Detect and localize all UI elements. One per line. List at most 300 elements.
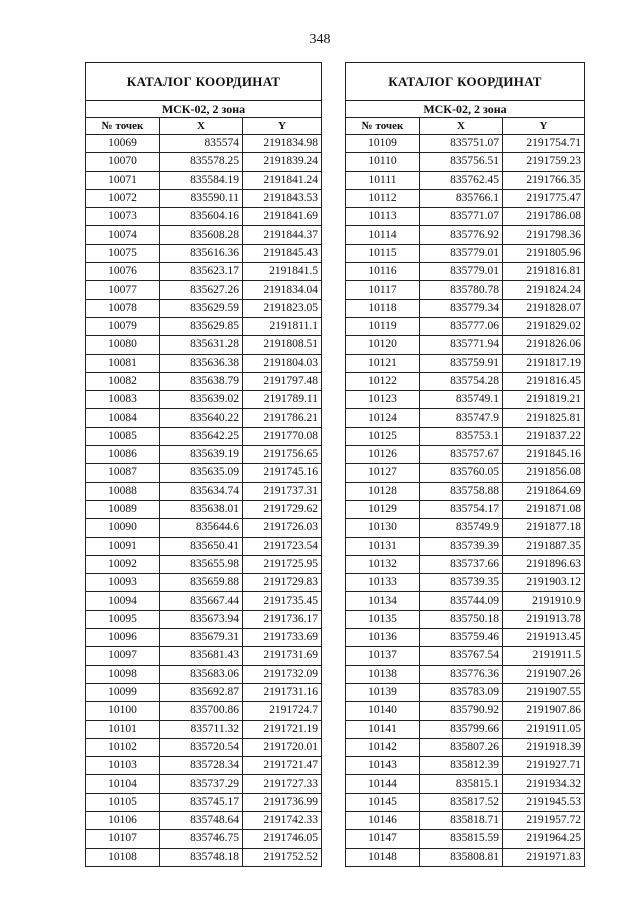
table-row [346,592,585,610]
x-coordinate-cell: 835790.92 [420,702,503,720]
y-coordinate-cell: 2191871.08 [503,500,585,518]
x-coordinate-cell: 835746.75 [160,830,243,848]
y-coordinate-cell: 2191726.03 [243,519,322,537]
point-number-cell: 10107 [86,830,160,848]
table-row [346,299,585,317]
point-number-cell: 10073 [86,208,160,226]
x-coordinate-cell: 835574 [160,135,243,153]
y-coordinate-cell: 2191733.69 [243,629,322,647]
x-coordinate-cell: 835728.34 [160,757,243,775]
y-coordinate-cell: 2191816.45 [503,372,585,390]
table-row [346,738,585,756]
x-coordinate-cell: 835780.78 [420,281,503,299]
x-coordinate-cell: 835779.34 [420,299,503,317]
column-header-point-number: № точек [346,118,420,135]
table-row [86,482,322,500]
point-number-cell: 10104 [86,775,160,793]
point-number-cell: 10108 [86,848,160,866]
x-coordinate-cell: 835776.36 [420,665,503,683]
y-coordinate-cell: 2191877.18 [503,519,585,537]
y-coordinate-cell: 2191805.96 [503,244,585,262]
y-coordinate-cell: 2191829.02 [503,317,585,335]
y-coordinate-cell: 2191798.36 [503,226,585,244]
x-coordinate-cell: 835745.17 [160,793,243,811]
x-coordinate-cell: 835812.39 [420,757,503,775]
coordinate-table [85,62,322,867]
coordinate-catalog-right [345,62,585,867]
point-number-cell: 10098 [86,665,160,683]
table-row [86,629,322,647]
y-coordinate-cell: 2191913.45 [503,629,585,647]
point-number-cell: 10100 [86,702,160,720]
x-coordinate-cell: 835771.07 [420,208,503,226]
catalog-title: КАТАЛОГ КООРДИНАТ [86,63,322,101]
x-coordinate-cell: 835720.54 [160,738,243,756]
y-coordinate-cell: 2191913.78 [503,610,585,628]
point-number-cell: 10117 [346,281,420,299]
table-row [346,263,585,281]
table-row [86,610,322,628]
point-number-cell: 10087 [86,464,160,482]
table-row [86,848,322,866]
point-number-cell: 10112 [346,189,420,207]
point-number-cell: 10114 [346,226,420,244]
y-coordinate-cell: 2191727.33 [243,775,322,793]
x-coordinate-cell: 835799.66 [420,720,503,738]
point-number-cell: 10089 [86,500,160,518]
y-coordinate-cell: 2191786.08 [503,208,585,226]
column-header-y: Y [503,118,585,135]
x-coordinate-cell: 835673.94 [160,610,243,628]
point-number-cell: 10127 [346,464,420,482]
point-number-cell: 10078 [86,299,160,317]
point-number-cell: 10095 [86,610,160,628]
point-number-cell: 10094 [86,592,160,610]
x-coordinate-cell: 835779.01 [420,263,503,281]
y-coordinate-cell: 2191729.62 [243,500,322,518]
table-row [346,775,585,793]
catalog-title: КАТАЛОГ КООРДИНАТ [346,63,585,101]
point-number-cell: 10085 [86,427,160,445]
y-coordinate-cell: 2191752.52 [243,848,322,866]
point-number-cell: 10125 [346,427,420,445]
x-coordinate-cell: 835644.6 [160,519,243,537]
x-coordinate-cell: 835748.18 [160,848,243,866]
table-row [346,519,585,537]
y-coordinate-cell: 2191843.53 [243,189,322,207]
y-coordinate-cell: 2191910.9 [503,592,585,610]
x-coordinate-cell: 835808.81 [420,848,503,866]
x-coordinate-cell: 835631.28 [160,336,243,354]
table-row [86,171,322,189]
point-number-cell: 10088 [86,482,160,500]
table-row [86,537,322,555]
table-body [346,135,585,867]
point-number-cell: 10145 [346,793,420,811]
table-row [346,610,585,628]
table-row [86,208,322,226]
table-row [86,665,322,683]
y-coordinate-cell: 2191756.65 [243,446,322,464]
table-row [86,720,322,738]
y-coordinate-cell: 2191934.32 [503,775,585,793]
y-coordinate-cell: 2191729.83 [243,574,322,592]
table-row [86,153,322,171]
x-coordinate-cell: 835650.41 [160,537,243,555]
x-coordinate-cell: 835634.74 [160,482,243,500]
table-row [346,848,585,866]
table-row [346,683,585,701]
table-row [346,647,585,665]
point-number-cell: 10141 [346,720,420,738]
x-coordinate-cell: 835711.32 [160,720,243,738]
table-row [346,446,585,464]
x-coordinate-cell: 835635.09 [160,464,243,482]
y-coordinate-cell: 2191766.35 [503,171,585,189]
point-number-cell: 10133 [346,574,420,592]
y-coordinate-cell: 2191911.05 [503,720,585,738]
x-coordinate-cell: 835578.25 [160,153,243,171]
y-coordinate-cell: 2191896.63 [503,555,585,573]
y-coordinate-cell: 2191721.47 [243,757,322,775]
x-coordinate-cell: 835639.02 [160,391,243,409]
y-coordinate-cell: 2191918.39 [503,738,585,756]
table-row [86,519,322,537]
x-coordinate-cell: 835638.01 [160,500,243,518]
point-number-cell: 10140 [346,702,420,720]
table-row [86,299,322,317]
table-row [346,372,585,390]
table-row [86,336,322,354]
y-coordinate-cell: 2191823.05 [243,299,322,317]
point-number-cell: 10144 [346,775,420,793]
point-number-cell: 10120 [346,336,420,354]
y-coordinate-cell: 2191770.08 [243,427,322,445]
x-coordinate-cell: 835679.31 [160,629,243,647]
point-number-cell: 10102 [86,738,160,756]
y-coordinate-cell: 2191907.26 [503,665,585,683]
y-coordinate-cell: 2191731.69 [243,647,322,665]
y-coordinate-cell: 2191824.24 [503,281,585,299]
table-row [86,354,322,372]
table-row [346,409,585,427]
table-row [346,555,585,573]
y-coordinate-cell: 2191911.5 [503,647,585,665]
x-coordinate-cell: 835737.66 [420,555,503,573]
y-coordinate-cell: 2191834.98 [243,135,322,153]
x-coordinate-cell: 835757.67 [420,446,503,464]
x-coordinate-cell: 835807.26 [420,738,503,756]
x-coordinate-cell: 835756.51 [420,153,503,171]
point-number-cell: 10101 [86,720,160,738]
table-row [346,244,585,262]
point-number-cell: 10111 [346,171,420,189]
x-coordinate-cell: 835642.25 [160,427,243,445]
table-row [346,281,585,299]
x-coordinate-cell: 835659.88 [160,574,243,592]
table-row [346,336,585,354]
point-number-cell: 10110 [346,153,420,171]
y-coordinate-cell: 2191964.25 [503,830,585,848]
x-coordinate-cell: 835739.39 [420,537,503,555]
point-number-cell: 10099 [86,683,160,701]
table-row [86,592,322,610]
x-coordinate-cell: 835817.52 [420,793,503,811]
point-number-cell: 10139 [346,683,420,701]
x-coordinate-cell: 835737.29 [160,775,243,793]
table-row [346,702,585,720]
point-number-cell: 10093 [86,574,160,592]
table-row [346,208,585,226]
point-number-cell: 10135 [346,610,420,628]
x-coordinate-cell: 835753.1 [420,427,503,445]
column-header-x: X [160,118,243,135]
table-row [86,555,322,573]
y-coordinate-cell: 2191737.31 [243,482,322,500]
y-coordinate-cell: 2191837.22 [503,427,585,445]
y-coordinate-cell: 2191732.09 [243,665,322,683]
x-coordinate-cell: 835815.59 [420,830,503,848]
table-row [86,226,322,244]
table-row [86,409,322,427]
x-coordinate-cell: 835629.85 [160,317,243,335]
table-row [86,135,322,153]
point-number-cell: 10121 [346,354,420,372]
table-row [86,427,322,445]
point-number-cell: 10082 [86,372,160,390]
point-number-cell: 10074 [86,226,160,244]
table-row [346,171,585,189]
x-coordinate-cell: 835766.1 [420,189,503,207]
point-number-cell: 10119 [346,317,420,335]
y-coordinate-cell: 2191817.19 [503,354,585,372]
y-coordinate-cell: 2191721.19 [243,720,322,738]
x-coordinate-cell: 835759.46 [420,629,503,647]
column-header-x: X [420,118,503,135]
table-row [346,482,585,500]
table-row [346,793,585,811]
point-number-cell: 10136 [346,629,420,647]
table-row [86,281,322,299]
table-row [86,647,322,665]
y-coordinate-cell: 2191724.7 [243,702,322,720]
point-number-cell: 10116 [346,263,420,281]
x-coordinate-cell: 835636.38 [160,354,243,372]
x-coordinate-cell: 835584.19 [160,171,243,189]
x-coordinate-cell: 835638.79 [160,372,243,390]
y-coordinate-cell: 2191828.07 [503,299,585,317]
point-number-cell: 10134 [346,592,420,610]
x-coordinate-cell: 835748.64 [160,811,243,829]
table-row [86,446,322,464]
table-row [346,537,585,555]
table-body [86,135,322,867]
point-number-cell: 10122 [346,372,420,390]
point-number-cell: 10097 [86,647,160,665]
point-number-cell: 10081 [86,354,160,372]
y-coordinate-cell: 2191841.5 [243,263,322,281]
x-coordinate-cell: 835767.54 [420,647,503,665]
point-number-cell: 10084 [86,409,160,427]
x-coordinate-cell: 835616.36 [160,244,243,262]
table-row [346,757,585,775]
point-number-cell: 10106 [86,811,160,829]
table-row [346,153,585,171]
table-row [86,683,322,701]
x-coordinate-cell: 835655.98 [160,555,243,573]
y-coordinate-cell: 2191845.16 [503,446,585,464]
y-coordinate-cell: 2191736.17 [243,610,322,628]
table-row [86,263,322,281]
x-coordinate-cell: 835692.87 [160,683,243,701]
y-coordinate-cell: 2191907.86 [503,702,585,720]
point-number-cell: 10138 [346,665,420,683]
y-coordinate-cell: 2191808.51 [243,336,322,354]
x-coordinate-cell: 835758.88 [420,482,503,500]
table-row [346,464,585,482]
y-coordinate-cell: 2191839.24 [243,153,322,171]
x-coordinate-cell: 835754.17 [420,500,503,518]
table-row [86,464,322,482]
point-number-cell: 10077 [86,281,160,299]
x-coordinate-cell: 835604.16 [160,208,243,226]
table-row [86,775,322,793]
table-row [86,702,322,720]
point-number-cell: 10105 [86,793,160,811]
point-number-cell: 10091 [86,537,160,555]
point-number-cell: 10130 [346,519,420,537]
table-row [86,811,322,829]
y-coordinate-cell: 2191825.81 [503,409,585,427]
point-number-cell: 10092 [86,555,160,573]
table-row [346,811,585,829]
point-number-cell: 10128 [346,482,420,500]
y-coordinate-cell: 2191971.83 [503,848,585,866]
y-coordinate-cell: 2191945.53 [503,793,585,811]
point-number-cell: 10129 [346,500,420,518]
y-coordinate-cell: 2191797.48 [243,372,322,390]
x-coordinate-cell: 835779.01 [420,244,503,262]
point-number-cell: 10109 [346,135,420,153]
table-row [86,757,322,775]
y-coordinate-cell: 2191856.08 [503,464,585,482]
catalog-subtitle: МСК-02, 2 зона [86,101,322,118]
point-number-cell: 10132 [346,555,420,573]
point-number-cell: 10076 [86,263,160,281]
x-coordinate-cell: 835608.28 [160,226,243,244]
table-row [346,391,585,409]
point-number-cell: 10090 [86,519,160,537]
table-row [86,738,322,756]
y-coordinate-cell: 2191759.23 [503,153,585,171]
y-coordinate-cell: 2191746.05 [243,830,322,848]
y-coordinate-cell: 2191841.24 [243,171,322,189]
point-number-cell: 10103 [86,757,160,775]
y-coordinate-cell: 2191834.04 [243,281,322,299]
y-coordinate-cell: 2191957.72 [503,811,585,829]
point-number-cell: 10143 [346,757,420,775]
table-row [86,500,322,518]
x-coordinate-cell: 835815.1 [420,775,503,793]
x-coordinate-cell: 835627.26 [160,281,243,299]
x-coordinate-cell: 835818.71 [420,811,503,829]
y-coordinate-cell: 2191725.95 [243,555,322,573]
table-row [346,135,585,153]
x-coordinate-cell: 835759.91 [420,354,503,372]
x-coordinate-cell: 835749.9 [420,519,503,537]
point-number-cell: 10147 [346,830,420,848]
x-coordinate-cell: 835744.09 [420,592,503,610]
x-coordinate-cell: 835751.07 [420,135,503,153]
point-number-cell: 10069 [86,135,160,153]
table-row [86,317,322,335]
table-row [346,354,585,372]
y-coordinate-cell: 2191731.16 [243,683,322,701]
x-coordinate-cell: 835640.22 [160,409,243,427]
x-coordinate-cell: 835750.18 [420,610,503,628]
table-row [86,793,322,811]
table-row [86,574,322,592]
point-number-cell: 10142 [346,738,420,756]
y-coordinate-cell: 2191864.69 [503,482,585,500]
x-coordinate-cell: 835700.86 [160,702,243,720]
point-number-cell: 10118 [346,299,420,317]
y-coordinate-cell: 2191907.55 [503,683,585,701]
table-row [86,244,322,262]
x-coordinate-cell: 835747.9 [420,409,503,427]
y-coordinate-cell: 2191903.12 [503,574,585,592]
table-row [346,720,585,738]
table-row [86,391,322,409]
coordinate-catalog-left [85,62,322,867]
table-row [346,317,585,335]
point-number-cell: 10083 [86,391,160,409]
point-number-cell: 10126 [346,446,420,464]
y-coordinate-cell: 2191745.16 [243,464,322,482]
x-coordinate-cell: 835629.59 [160,299,243,317]
y-coordinate-cell: 2191742.33 [243,811,322,829]
x-coordinate-cell: 835776.92 [420,226,503,244]
table-row [346,574,585,592]
y-coordinate-cell: 2191735.45 [243,592,322,610]
table-row [346,500,585,518]
x-coordinate-cell: 835739.35 [420,574,503,592]
x-coordinate-cell: 835590.11 [160,189,243,207]
x-coordinate-cell: 835639.19 [160,446,243,464]
table-row [346,226,585,244]
x-coordinate-cell: 835623.17 [160,263,243,281]
table-row [346,830,585,848]
point-number-cell: 10086 [86,446,160,464]
y-coordinate-cell: 2191736.99 [243,793,322,811]
point-number-cell: 10113 [346,208,420,226]
catalog-subtitle: МСК-02, 2 зона [346,101,585,118]
coordinate-table [345,62,585,867]
x-coordinate-cell: 835754.28 [420,372,503,390]
x-coordinate-cell: 835771.94 [420,336,503,354]
x-coordinate-cell: 835667.44 [160,592,243,610]
x-coordinate-cell: 835783.09 [420,683,503,701]
x-coordinate-cell: 835749.1 [420,391,503,409]
point-number-cell: 10072 [86,189,160,207]
point-number-cell: 10075 [86,244,160,262]
point-number-cell: 10131 [346,537,420,555]
column-header-point-number: № точек [86,118,160,135]
column-header-y: Y [243,118,322,135]
point-number-cell: 10115 [346,244,420,262]
table-row [86,372,322,390]
table-row [86,189,322,207]
